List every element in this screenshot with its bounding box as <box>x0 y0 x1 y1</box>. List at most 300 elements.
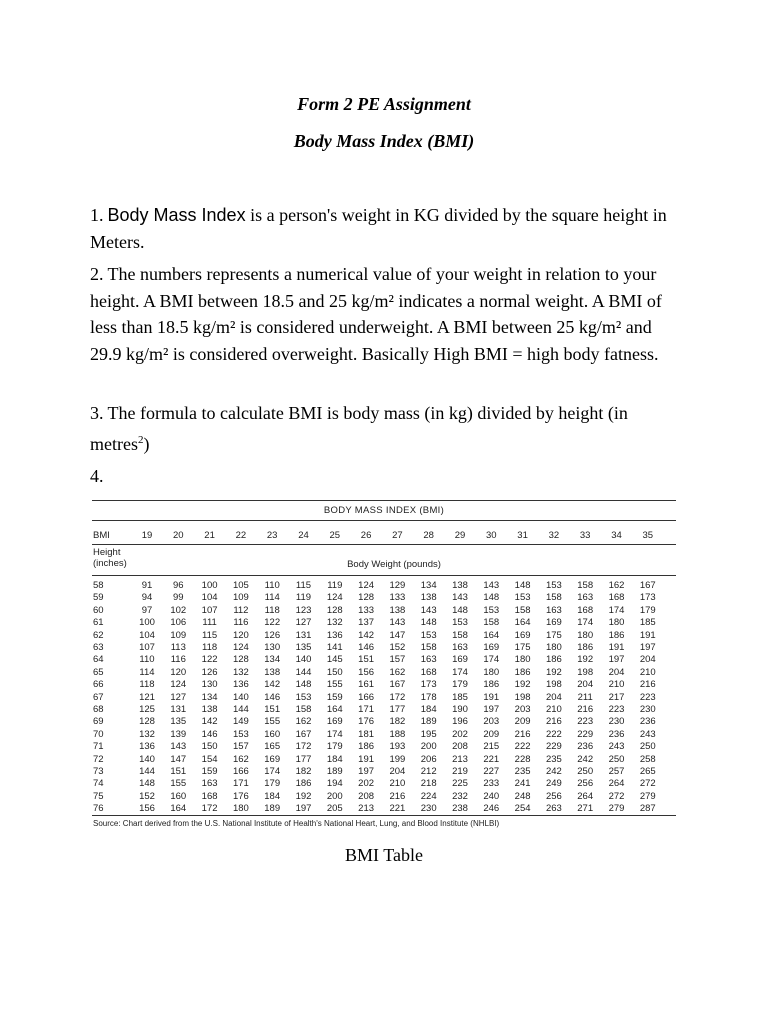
table-title: BODY MASS INDEX (BMI) <box>323 505 445 516</box>
weight-cell: 132 <box>139 728 155 740</box>
weight-cell: 164 <box>326 704 343 715</box>
weight-cell: 162 <box>389 666 406 678</box>
weight-cell: 216 <box>389 790 406 802</box>
weight-cell: 118 <box>202 642 218 653</box>
weight-cell: 208 <box>452 741 468 753</box>
weight-cell: 155 <box>326 679 343 691</box>
weight-cell: 174 <box>608 604 625 616</box>
page-title: Form 2 PE Assignment <box>297 94 471 114</box>
weight-cell: 264 <box>608 778 625 790</box>
weight-cell: 120 <box>232 629 249 641</box>
bmi-value: 23 <box>266 530 278 541</box>
weight-cell: 271 <box>577 803 594 815</box>
weight-cell: 138 <box>389 604 406 616</box>
weight-cell: 199 <box>389 753 406 765</box>
table-row <box>92 716 676 727</box>
weight-cell: 218 <box>420 778 437 790</box>
weight-cell: 126 <box>201 666 218 678</box>
weight-cell: 160 <box>170 790 187 802</box>
table-row <box>92 617 676 628</box>
weight-cell: 130 <box>201 679 218 691</box>
weight-cell: 180 <box>232 803 249 815</box>
weight-cell: 174 <box>483 654 500 666</box>
weight-cell: 158 <box>514 604 531 616</box>
weight-cell: 200 <box>326 790 343 802</box>
weight-cell: 122 <box>201 654 218 666</box>
point-1 <box>90 202 680 255</box>
weight-cell: 115 <box>202 629 218 641</box>
weight-cell: 136 <box>232 679 249 691</box>
weight-cell: 196 <box>452 716 468 728</box>
weight-cell: 136 <box>326 629 343 641</box>
point-text: The numbers represents a numerical value of your weight in relation to your height. A BMI between 18.5 and 25 kg/m² indicates a normal weight. A BMI of less than 18.5 kg/m² is considered underweight. A BMI between 25 kg/m² and 29.9 kg/m² is considered overweight. Basically High BMI = high body fatness. <box>90 264 662 364</box>
table-row <box>92 754 676 765</box>
weight-cell: 202 <box>452 728 468 740</box>
weight-cell: 173 <box>420 679 437 691</box>
weight-cell: 167 <box>639 580 656 591</box>
weight-cell: 205 <box>326 803 343 815</box>
weight-cell: 91 <box>141 580 153 591</box>
weight-cell: 279 <box>639 790 656 802</box>
weight-cell: 149 <box>232 716 249 728</box>
weight-cell: 265 <box>639 766 656 777</box>
weight-cell: 163 <box>452 642 468 653</box>
weight-cell: 192 <box>295 790 312 802</box>
weight-cell: 104 <box>139 629 155 641</box>
weight-cell: 156 <box>139 803 155 815</box>
weight-cell: 124 <box>358 580 375 591</box>
weight-cell: 147 <box>170 753 187 765</box>
weight-cell: 192 <box>545 666 562 678</box>
weight-cell: 171 <box>232 778 249 790</box>
height-cell: 68 <box>93 704 104 715</box>
weight-cell: 197 <box>358 766 375 777</box>
bmi-table-figure <box>92 500 676 832</box>
weight-cell: 156 <box>358 666 375 678</box>
weight-cell: 219 <box>452 766 468 777</box>
table-row <box>92 778 676 789</box>
weight-cell: 163 <box>577 592 594 604</box>
height-label-line2: (inches) <box>93 558 127 569</box>
weight-cell: 118 <box>264 604 280 616</box>
weight-cell: 138 <box>264 666 281 678</box>
weight-cell: 153 <box>483 604 500 616</box>
weight-cell: 233 <box>483 778 500 790</box>
table-rule <box>92 520 676 521</box>
weight-cell: 167 <box>295 728 312 740</box>
weight-cell: 186 <box>608 629 625 641</box>
weight-cell: 221 <box>483 753 500 765</box>
weight-cell: 122 <box>264 617 281 629</box>
weight-cell: 102 <box>170 604 187 616</box>
weight-cell: 174 <box>264 766 281 777</box>
weight-cell: 158 <box>420 642 437 653</box>
weight-cell: 100 <box>139 617 155 629</box>
weight-cell: 179 <box>452 679 468 691</box>
weight-cell: 210 <box>389 778 406 790</box>
weight-cell: 230 <box>420 803 437 815</box>
weight-cell: 258 <box>639 753 656 765</box>
weight-cell: 204 <box>577 679 594 691</box>
point-text: is a person's weight in KG divided by the square height in Meters. <box>90 205 667 252</box>
weight-cell: 104 <box>201 592 218 604</box>
weight-cell: 146 <box>358 642 375 653</box>
weight-cell: 194 <box>326 778 343 790</box>
point-number: 3. <box>90 403 104 423</box>
height-cell: 75 <box>93 790 104 802</box>
weight-cell: 134 <box>264 654 281 666</box>
weight-cell: 222 <box>514 741 531 753</box>
weight-cell: 223 <box>608 704 625 715</box>
point-tail: ) <box>143 433 150 454</box>
height-cell: 61 <box>93 617 104 629</box>
table-row <box>92 692 676 703</box>
weight-cell: 213 <box>452 753 468 765</box>
table-row <box>92 654 676 665</box>
weight-cell: 159 <box>326 691 343 703</box>
weight-cell: 216 <box>639 679 656 691</box>
table-row <box>92 766 676 777</box>
weight-cell: 287 <box>639 803 656 815</box>
weight-cell: 213 <box>358 803 375 815</box>
weight-cell: 210 <box>608 679 625 691</box>
weight-cell: 186 <box>545 654 562 666</box>
weight-cell: 249 <box>545 778 562 790</box>
weight-cell: 264 <box>577 790 594 802</box>
weight-cell: 128 <box>232 654 249 666</box>
weight-cell: 223 <box>577 716 594 728</box>
weight-cell: 131 <box>295 629 312 641</box>
bmi-value: 25 <box>329 530 341 541</box>
weight-cell: 143 <box>420 604 437 616</box>
weight-cell: 142 <box>264 679 281 691</box>
weight-cell: 148 <box>295 679 312 691</box>
weight-cell: 216 <box>577 704 594 715</box>
weight-cell: 189 <box>326 766 343 777</box>
weight-cell: 191 <box>608 642 625 653</box>
point-2 <box>90 261 680 367</box>
weight-cell: 221 <box>389 803 406 815</box>
table-rule <box>92 544 676 545</box>
height-cell: 62 <box>93 629 104 641</box>
weight-cell: 203 <box>514 704 531 715</box>
weight-cell: 243 <box>608 741 625 753</box>
weight-cell: 224 <box>420 790 437 802</box>
weight-cell: 141 <box>326 642 343 653</box>
height-cell: 67 <box>93 691 104 703</box>
weight-label: Body Weight (pounds) <box>347 559 441 570</box>
weight-cell: 180 <box>608 617 625 629</box>
weight-cell: 169 <box>545 617 562 629</box>
weight-cell: 154 <box>201 753 218 765</box>
weight-cell: 180 <box>577 629 594 641</box>
weight-cell: 132 <box>232 666 249 678</box>
weight-cell: 148 <box>452 604 468 616</box>
weight-cell: 100 <box>201 580 218 591</box>
weight-cell: 143 <box>170 741 187 753</box>
weight-cell: 191 <box>358 753 375 765</box>
weight-cell: 114 <box>264 592 280 604</box>
weight-cell: 151 <box>170 766 187 777</box>
weight-cell: 217 <box>608 691 625 703</box>
weight-cell: 169 <box>326 716 343 728</box>
weight-cell: 165 <box>264 741 281 753</box>
weight-cell: 179 <box>639 604 656 616</box>
weight-cell: 158 <box>452 629 468 641</box>
bmi-value: 34 <box>611 530 622 541</box>
height-cell: 76 <box>93 803 104 815</box>
weight-cell: 124 <box>326 592 343 604</box>
weight-cell: 182 <box>389 716 406 728</box>
weight-cell: 206 <box>420 753 437 765</box>
weight-cell: 204 <box>608 666 625 678</box>
weight-cell: 193 <box>389 741 406 753</box>
height-cell: 69 <box>93 716 104 728</box>
point-number: 1. <box>90 205 104 225</box>
weight-cell: 186 <box>295 778 312 790</box>
weight-cell: 238 <box>452 803 468 815</box>
weight-cell: 192 <box>577 654 594 666</box>
weight-cell: 150 <box>201 741 218 753</box>
weight-cell: 180 <box>514 654 531 666</box>
weight-cell: 143 <box>483 580 500 591</box>
weight-cell: 191 <box>483 691 500 703</box>
weight-cell: 216 <box>514 728 531 740</box>
weight-cell: 162 <box>295 716 312 728</box>
weight-cell: 172 <box>389 691 406 703</box>
weight-cell: 195 <box>420 728 437 740</box>
weight-cell: 147 <box>389 629 406 641</box>
weight-cell: 216 <box>545 716 562 728</box>
weight-cell: 232 <box>452 790 468 802</box>
weight-cell: 113 <box>170 642 186 653</box>
bmi-value: 22 <box>235 530 247 541</box>
weight-cell: 209 <box>483 728 500 740</box>
weight-cell: 136 <box>139 741 155 753</box>
height-cell: 58 <box>93 580 104 591</box>
weight-cell: 173 <box>639 592 656 604</box>
weight-cell: 153 <box>514 592 531 604</box>
weight-cell: 166 <box>358 691 375 703</box>
weight-cell: 114 <box>139 666 155 678</box>
weight-cell: 228 <box>514 753 531 765</box>
height-cell: 74 <box>93 778 104 790</box>
weight-cell: 203 <box>483 716 500 728</box>
weight-cell: 198 <box>514 691 531 703</box>
table-row <box>92 803 676 814</box>
bmi-value: 31 <box>517 530 528 541</box>
weight-cell: 236 <box>639 716 656 728</box>
weight-cell: 120 <box>170 666 187 678</box>
weight-cell: 109 <box>170 629 187 641</box>
weight-cell: 130 <box>264 642 281 653</box>
weight-cell: 197 <box>295 803 312 815</box>
weight-cell: 272 <box>608 790 625 802</box>
weight-cell: 162 <box>608 580 625 591</box>
weight-cell: 242 <box>545 766 562 777</box>
weight-cell: 181 <box>358 728 375 740</box>
weight-cell: 110 <box>139 654 155 666</box>
height-cell: 59 <box>93 592 104 604</box>
page-subtitle: Body Mass Index (BMI) <box>293 131 475 151</box>
weight-cell: 175 <box>545 629 562 641</box>
superscript: 2 <box>137 433 144 446</box>
height-cell: 63 <box>93 642 104 653</box>
point-4 <box>90 463 680 490</box>
weight-cell: 209 <box>514 716 531 728</box>
table-source: Source: Chart derived from the U.S. National Institute of Health's National Heart, Lung, and Blood Institute (NHLBI) <box>93 819 500 828</box>
weight-cell: 210 <box>545 704 562 715</box>
weight-cell: 138 <box>201 704 218 715</box>
bmi-value: 24 <box>298 530 309 541</box>
weight-cell: 119 <box>295 592 312 604</box>
weight-cell: 188 <box>389 728 406 740</box>
weight-cell: 135 <box>170 716 187 728</box>
weight-cell: 143 <box>389 617 406 629</box>
weight-cell: 128 <box>326 604 343 616</box>
weight-cell: 229 <box>577 728 594 740</box>
weight-cell: 135 <box>295 642 312 653</box>
weight-cell: 172 <box>295 741 312 753</box>
weight-cell: 236 <box>608 728 625 740</box>
weight-cell: 144 <box>295 666 312 678</box>
table-row <box>92 605 676 616</box>
weight-cell: 248 <box>514 790 531 802</box>
weight-cell: 151 <box>264 704 281 715</box>
weight-cell: 107 <box>139 642 155 653</box>
weight-cell: 230 <box>639 704 656 715</box>
weight-cell: 204 <box>389 766 406 777</box>
weight-cell: 140 <box>139 753 155 765</box>
weight-cell: 197 <box>639 642 656 653</box>
weight-cell: 110 <box>264 580 280 591</box>
point-lead: Body Mass Index <box>107 205 246 225</box>
weight-cell: 186 <box>483 679 500 691</box>
weight-cell: 148 <box>514 580 531 591</box>
weight-cell: 198 <box>545 679 562 691</box>
height-label-line1: Height <box>93 547 121 558</box>
weight-cell: 168 <box>577 604 594 616</box>
weight-cell: 240 <box>483 790 500 802</box>
table-row <box>92 667 676 678</box>
bmi-value: 33 <box>579 530 591 541</box>
weight-cell: 128 <box>358 592 375 604</box>
weight-cell: 127 <box>170 691 187 703</box>
weight-cell: 111 <box>202 617 217 629</box>
table-row <box>92 642 676 653</box>
weight-cell: 153 <box>232 728 249 740</box>
weight-cell: 185 <box>639 617 656 629</box>
weight-cell: 190 <box>452 704 468 715</box>
table-row <box>92 741 676 752</box>
weight-cell: 171 <box>358 704 375 715</box>
weight-cell: 189 <box>420 716 437 728</box>
bmi-value: 29 <box>454 530 466 541</box>
weight-cell: 116 <box>233 617 249 629</box>
weight-cell: 180 <box>545 642 562 653</box>
weight-cell: 153 <box>452 617 468 629</box>
weight-cell: 145 <box>326 654 343 666</box>
height-cell: 64 <box>93 654 104 666</box>
weight-cell: 197 <box>483 704 500 715</box>
weight-cell: 257 <box>608 766 625 777</box>
weight-cell: 227 <box>483 766 500 777</box>
weight-cell: 168 <box>201 790 218 802</box>
weight-cell: 279 <box>608 803 625 815</box>
weight-cell: 126 <box>264 629 281 641</box>
weight-cell: 178 <box>420 691 437 703</box>
weight-cell: 164 <box>170 803 187 815</box>
weight-cell: 235 <box>514 766 531 777</box>
weight-cell: 186 <box>577 642 594 653</box>
bmi-value: 27 <box>392 530 403 541</box>
weight-cell: 177 <box>389 704 406 715</box>
bmi-value: 30 <box>486 530 497 541</box>
weight-cell: 94 <box>141 592 153 604</box>
weight-cell: 163 <box>201 778 218 790</box>
weight-cell: 243 <box>639 728 656 740</box>
weight-cell: 105 <box>232 580 249 591</box>
weight-cell: 180 <box>483 666 500 678</box>
table-row <box>92 704 676 715</box>
weight-cell: 230 <box>608 716 625 728</box>
weight-cell: 140 <box>295 654 312 666</box>
weight-cell: 204 <box>545 691 562 703</box>
weight-cell: 134 <box>201 691 218 703</box>
weight-cell: 204 <box>639 654 656 666</box>
weight-cell: 169 <box>452 654 468 666</box>
weight-cell: 256 <box>577 778 594 790</box>
weight-cell: 200 <box>420 741 437 753</box>
weight-cell: 132 <box>326 617 343 629</box>
weight-cell: 153 <box>295 691 312 703</box>
point-number: 2. <box>90 264 104 284</box>
weight-cell: 212 <box>420 766 437 777</box>
table-row <box>92 580 676 591</box>
weight-cell: 250 <box>608 753 625 765</box>
weight-cell: 115 <box>295 580 312 591</box>
weight-cell: 168 <box>608 592 625 604</box>
weight-cell: 109 <box>232 592 249 604</box>
weight-cell: 235 <box>545 753 562 765</box>
weight-cell: 223 <box>639 691 656 703</box>
bmi-value: 35 <box>642 530 654 541</box>
weight-cell: 97 <box>141 604 153 616</box>
bmi-value: 32 <box>548 530 560 541</box>
weight-cell: 158 <box>483 617 500 629</box>
weight-cell: 172 <box>201 803 218 815</box>
bmi-value: 20 <box>173 530 184 541</box>
weight-cell: 106 <box>170 617 187 629</box>
weight-cell: 164 <box>514 617 531 629</box>
weight-cell: 166 <box>232 766 249 777</box>
weight-cell: 153 <box>545 580 562 591</box>
weight-cell: 148 <box>139 778 155 790</box>
table-rule-bottom <box>92 815 676 816</box>
weight-cell: 184 <box>264 790 281 802</box>
weight-cell: 158 <box>577 580 594 591</box>
weight-cell: 256 <box>545 790 562 802</box>
weight-cell: 164 <box>483 629 500 641</box>
weight-cell: 155 <box>170 778 187 790</box>
weight-cell: 131 <box>170 704 187 715</box>
table-rule-top <box>92 500 676 501</box>
weight-cell: 186 <box>358 741 375 753</box>
weight-cell: 152 <box>139 790 155 802</box>
height-cell: 70 <box>93 728 104 740</box>
weight-cell: 146 <box>201 728 218 740</box>
height-cell: 66 <box>93 679 104 691</box>
